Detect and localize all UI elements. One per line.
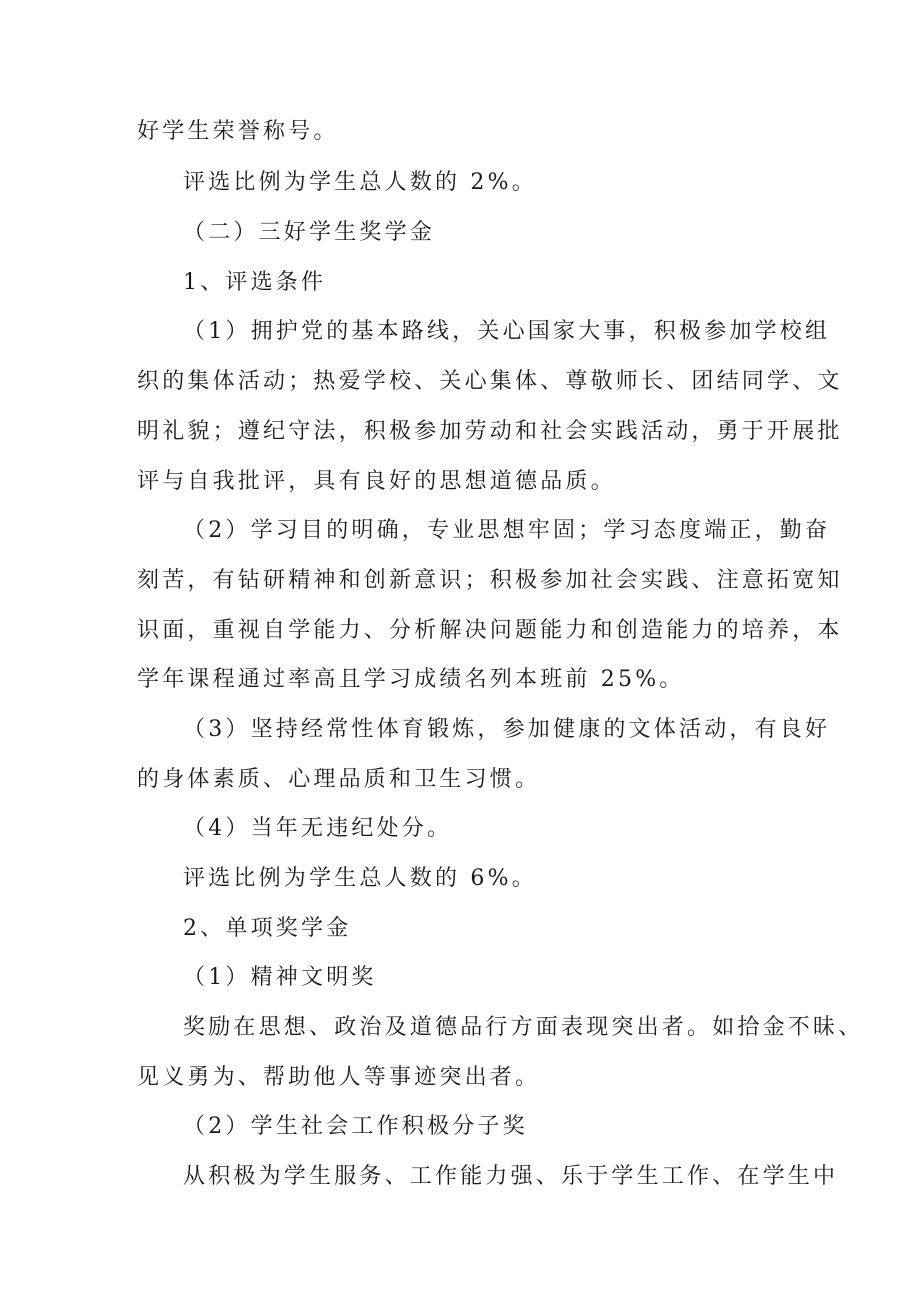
text-line: 的身体素质、心理品质和卫生习惯。 [137, 767, 541, 792]
text-line: （2）学习目的明确，专业思想牢固；学习态度端正，勤奋 [183, 518, 831, 543]
text-line: 学年课程通过率高且学习成绩名列本班前 25%。 [137, 667, 685, 692]
subsection-heading: 2、单项奖学金 [183, 916, 352, 941]
text-line: 好学生荣誉称号。 [137, 119, 339, 144]
text-line: 奖励在思想、政治及道德品行方面表现突出者。如拾金不昧、 [183, 1015, 864, 1040]
text-line: （3）坚持经常性体育锻炼，参加健康的文体活动，有良好 [183, 717, 831, 742]
text-line: （1）精神文明奖 [183, 965, 377, 990]
text-line: （1）拥护党的基本路线，关心国家大事，积极参加学校组 [183, 319, 831, 344]
text-line: 评与自我批评，具有良好的思想道德品质。 [137, 469, 616, 494]
text-line: 见义勇为、帮助他人等事迹突出者。 [137, 1065, 541, 1090]
text-line: 织的集体活动；热爱学校、关心集体、尊敬师长、团结同学、文 [137, 369, 843, 394]
text-line: 明礼貌；遵纪守法，积极参加劳动和社会实践活动，勇于开展批 [137, 419, 843, 444]
text-line: 评选比例为学生总人数的 6%。 [183, 866, 537, 891]
text-line: 刻苦，有钻研精神和创新意识；积极参加社会实践、注意拓宽知 [137, 568, 843, 593]
text-line: （4）当年无违纪处分。 [183, 816, 453, 841]
text-line: 评选比例为学生总人数的 2%。 [183, 170, 537, 195]
subsection-heading: 1、评选条件 [183, 270, 327, 295]
text-line: 识面，重视自学能力、分析解决问题能力和创造能力的培养，本 [137, 618, 843, 643]
text-line: （2）学生社会工作积极分子奖 [183, 1114, 528, 1139]
section-heading: （二）三好学生奖学金 [183, 220, 436, 245]
text-line: 从积极为学生服务、工作能力强、乐于学生工作、在学生中 [183, 1164, 839, 1189]
